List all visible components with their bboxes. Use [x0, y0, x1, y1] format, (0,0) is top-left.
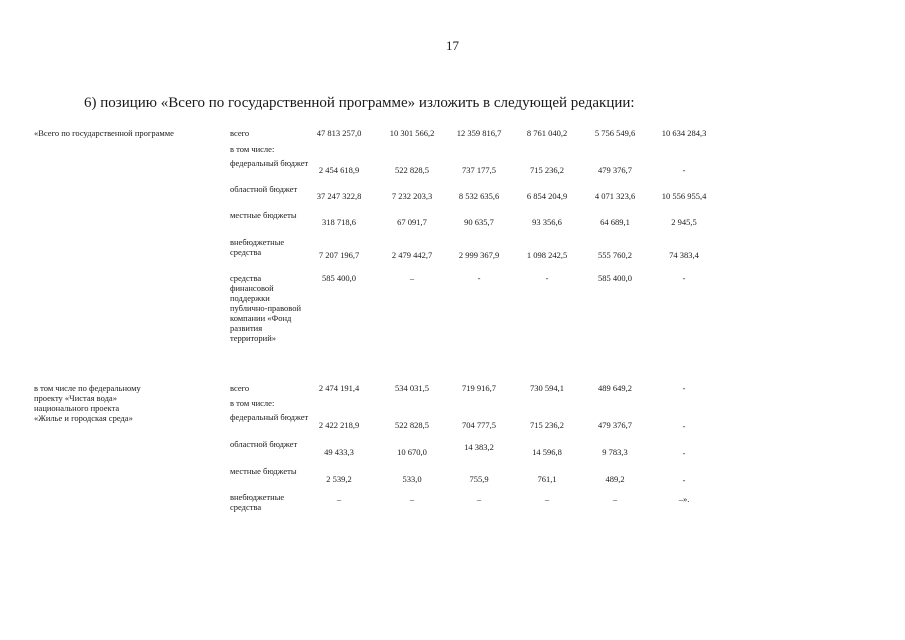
value-cell: 10 634 284,3 [661, 128, 707, 138]
row-label: федеральный бюджет [230, 412, 309, 422]
value-cell: 93 356,6 [532, 217, 562, 227]
value-cell: 719 916,7 [462, 383, 496, 393]
value-cell: 2 945,5 [671, 217, 697, 227]
value-cell: 533,0 [402, 474, 422, 484]
value-cell: 7 232 203,3 [391, 191, 433, 201]
value-cell: 14 383,2 [464, 442, 494, 452]
value-cell: 2 422 218,9 [318, 420, 360, 430]
value-cell: - [682, 448, 686, 458]
value-cell: 715 236,2 [530, 420, 564, 430]
value-cell: 2 479 442,7 [391, 250, 433, 260]
value-cell: 755,9 [469, 474, 489, 484]
row-label: областной бюджет [230, 439, 298, 449]
page-number: 17 [446, 38, 459, 53]
value-cell: 585 400,0 [598, 273, 632, 283]
value-cell: 479 376,7 [598, 165, 632, 175]
value-cell: 761,1 [537, 474, 557, 484]
row-label: всего [230, 128, 250, 138]
value-cell: 1 098 242,5 [526, 250, 568, 260]
amendment-heading: 6) позицию «Всего по государственной программе» изложить в следующей редакции: [84, 95, 635, 111]
value-cell: 10 670,0 [397, 447, 427, 457]
value-cell: - [682, 165, 686, 175]
row-label: всего [230, 383, 250, 393]
row-label: областной бюджет [230, 184, 298, 194]
value-cell: 49 433,3 [324, 447, 354, 457]
value-cell: - [477, 273, 481, 283]
row-label: внебюджетные средства [230, 492, 285, 512]
value-cell: 47 813 257,0 [316, 128, 362, 138]
value-cell: – [409, 494, 415, 504]
value-cell: - [682, 273, 686, 283]
value-cell: 737 177,5 [462, 165, 496, 175]
value-cell: 534 031,5 [395, 383, 429, 393]
value-cell: 2 474 191,4 [318, 383, 360, 393]
value-cell: 730 594,1 [530, 383, 564, 393]
value-cell: 5 756 549,6 [594, 128, 636, 138]
value-cell: 90 635,7 [464, 217, 494, 227]
value-cell: 704 777,5 [462, 420, 496, 430]
value-cell: 2 454 618,9 [318, 165, 360, 175]
value-cell: –». [678, 494, 690, 504]
value-cell: 10 301 566,2 [389, 128, 435, 138]
value-cell: 10 556 955,4 [661, 191, 707, 201]
value-cell: 489 649,2 [598, 383, 632, 393]
value-cell: - [545, 273, 549, 283]
value-cell: 2 539,2 [326, 474, 352, 484]
row-label: внебюджетные средства [230, 237, 285, 257]
value-cell: 14 596,8 [532, 447, 562, 457]
row-label: федеральный бюджет [230, 158, 309, 168]
value-cell: 489,2 [605, 474, 625, 484]
value-cell: 318 718,6 [322, 217, 356, 227]
row-label: средства финансовой поддержки публично-правовой компании «Фонд развития территорий» [230, 273, 302, 343]
value-cell: - [682, 383, 686, 393]
value-cell: 8 761 040,2 [526, 128, 568, 138]
value-cell: 64 689,1 [600, 217, 630, 227]
value-cell: 8 532 635,6 [458, 191, 500, 201]
value-cell: – [612, 494, 618, 504]
value-cell: 67 091,7 [397, 217, 427, 227]
value-cell: – [476, 494, 482, 504]
value-cell: 715 236,2 [530, 165, 564, 175]
value-cell: 2 999 367,9 [458, 250, 500, 260]
value-cell: 37 247 322,8 [316, 191, 362, 201]
section-title: «Всего по государственной программе [34, 128, 174, 138]
value-cell: – [409, 273, 415, 283]
row-label: местные бюджеты [230, 466, 297, 476]
value-cell: 555 760,2 [598, 250, 632, 260]
value-cell: 4 071 323,6 [594, 191, 636, 201]
value-cell: 522 828,5 [395, 165, 429, 175]
section-title: в том числе по федеральному проекту «Чистая вода» национального проекта «Жилье и городская среда» [34, 383, 141, 423]
value-cell: 9 783,3 [602, 447, 628, 457]
value-cell: – [336, 494, 342, 504]
row-label: в том числе: [230, 398, 275, 408]
value-cell: 479 376,7 [598, 420, 632, 430]
value-cell: 74 383,4 [669, 250, 699, 260]
value-cell: 585 400,0 [322, 273, 356, 283]
value-cell: – [544, 494, 550, 504]
value-cell: 12 359 816,7 [456, 128, 502, 138]
value-cell: 6 854 204,9 [526, 191, 568, 201]
value-cell: 7 207 196,7 [318, 250, 360, 260]
value-cell: 522 828,5 [395, 420, 429, 430]
row-label: местные бюджеты [230, 210, 297, 220]
value-cell: - [682, 475, 686, 485]
row-label: в том числе: [230, 144, 275, 154]
value-cell: - [682, 421, 686, 431]
